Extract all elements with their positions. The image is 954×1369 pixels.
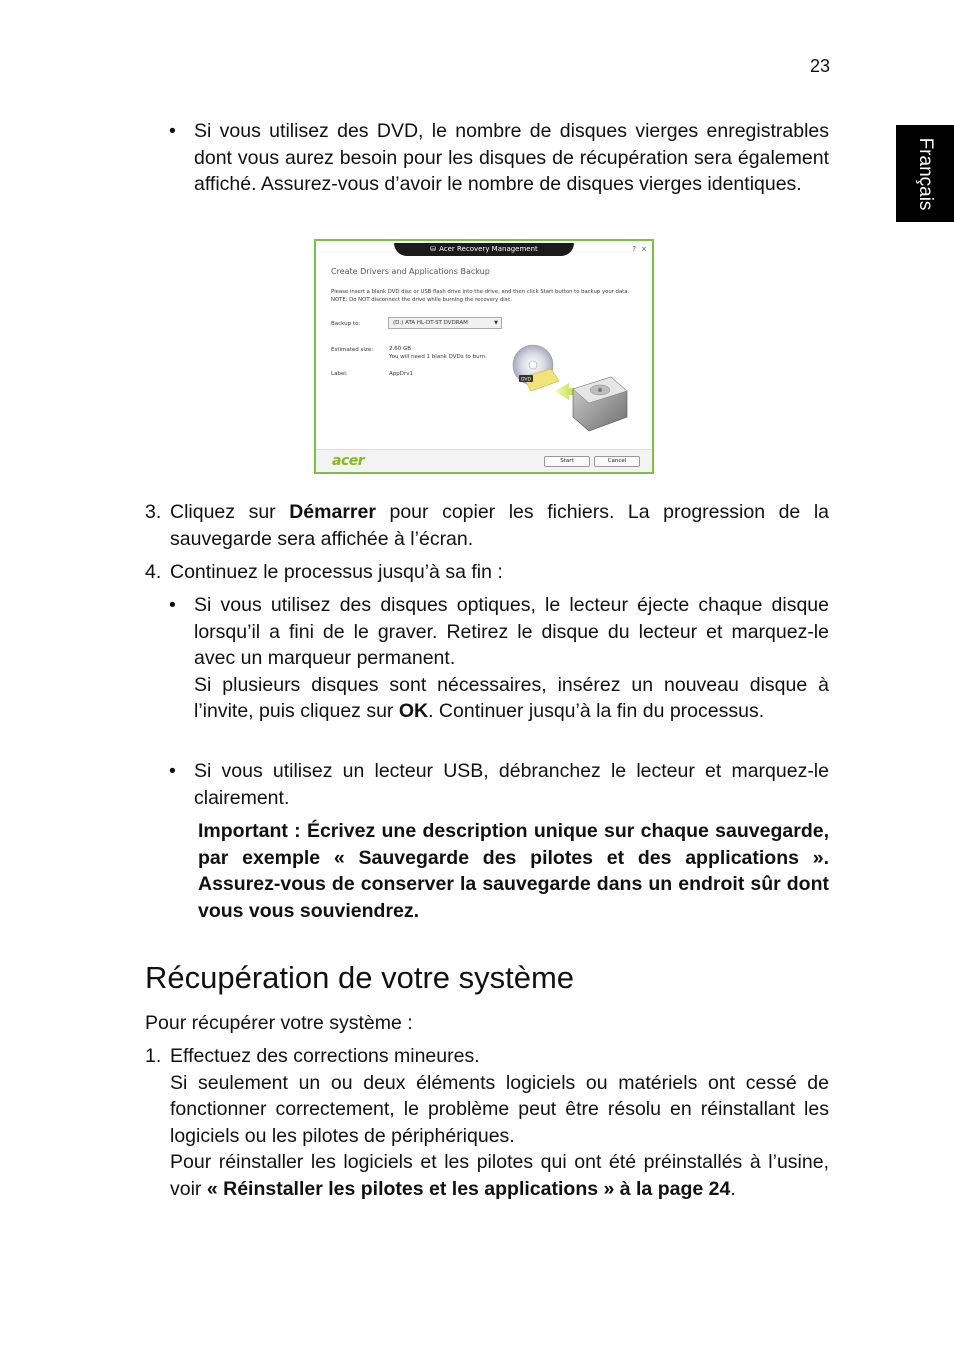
bullet-dvd	[169, 118, 829, 198]
bullet-optical-line2-before: Si plusieurs disques sont nécessaires, insérez un nouveau disque à l’invite, puis cliquez sur	[194, 673, 829, 722]
backup-select-value: (D:) ATA HL-DT-ST DVDRAM	[393, 320, 468, 326]
dialog-footer	[316, 449, 652, 472]
dvd-to-drive-illustration	[511, 341, 631, 437]
step-1-title: Effectuez des corrections mineures.	[170, 1045, 480, 1067]
step-3-after: pour copier les fichiers. La progression de la sauvegarde sera affichée à l’écran.	[170, 501, 829, 550]
step-number: 3.	[145, 501, 162, 523]
dialog-heading: Create Drivers and Applications Backup	[331, 267, 490, 276]
size-label: Estimated size:	[331, 347, 374, 353]
bullet-optical	[169, 592, 829, 725]
close-icon: ×	[641, 245, 647, 253]
step-1-para2-before: Pour réinstaller les logiciels et les pilotes qui ont été préinstallés à l’usine, voir	[170, 1151, 829, 1200]
label-label: Label:	[331, 371, 348, 377]
backup-label: Backup to:	[331, 321, 361, 327]
help-icon: ?	[632, 245, 636, 253]
dialog-title: Acer Recovery Management	[439, 245, 538, 253]
bullet-optical-line1: Si vous utilisez des disques optiques, le lecteur éjecte chaque disque lorsqu’il a fini de le graver. Retirez le disque du lecteur et marquez-le avec un marqueur permanent.	[194, 594, 829, 669]
bullet-usb-text: Si vous utilisez un lecteur USB, débranchez le lecteur et marquez-le clairement.	[194, 760, 829, 809]
step-4	[145, 559, 829, 586]
step-3-bold: Démarrer	[289, 501, 376, 523]
step-3	[145, 499, 829, 552]
intro: Pour récupérer votre système :	[145, 1012, 413, 1034]
section-title: Récupération de votre système	[145, 960, 575, 995]
dialog-instructions: Please insert a blank DVD disc or USB flash drive into the drive, and then click Start button to backup your data. NOTE: Do NOT disconnect the drive while burning the recovery disc.	[331, 289, 630, 303]
bullet-dot: •	[169, 760, 176, 782]
step-1	[145, 1043, 829, 1202]
language-tab-label: Français	[915, 137, 936, 210]
cancel-button: Cancel	[594, 456, 640, 467]
recovery-icon: ⛁	[430, 245, 437, 253]
step-number: 4.	[145, 561, 162, 583]
label-value: AppDrv1	[389, 371, 413, 377]
bullet-dot: •	[169, 120, 176, 142]
acer-logo: acer	[332, 453, 365, 469]
bullet-dvd-text: Si vous utilisez des DVD, le nombre de disques vierges enregistrables dont vous aurez besoin pour les disques de récupération sera également affiché. Assurez-vous d’avoir le nombre de disques vierges identiques.	[194, 120, 829, 195]
chevron-down-icon: ▼	[494, 320, 498, 326]
step-4-text: Continuez le processus jusqu’à sa fin :	[170, 561, 503, 583]
language-tab	[896, 125, 954, 222]
step-1-para2	[170, 1149, 829, 1202]
backup-select	[388, 317, 502, 329]
start-button: Start	[544, 456, 590, 467]
dialog-titlebar	[316, 241, 652, 261]
step-1-para1: Si seulement un ou deux éléments logiciels ou matériels ont cessé de fonctionner correctement, le problème peut être résolu en réinstallant les logiciels ou les pilotes de périphériques.	[170, 1071, 829, 1147]
bullet-dot: •	[169, 594, 176, 616]
important-note: Important : Écrivez une description unique sur chaque sauvegarde, par exemple « Sauvegarde des pilotes et des applications ». Assurez-vous de conserver la sauvegarde dans un endroit sûr dont vous vous souviendrez.	[198, 820, 829, 922]
bullet-optical-line2-after: . Continuer jusqu’à la fin du processus.	[428, 700, 765, 722]
bullet-usb	[169, 758, 829, 811]
size-value: 2.60 GB	[389, 346, 412, 352]
size-note: You will need 1 blank DVDs to burn.	[389, 354, 488, 360]
ok-bold: OK	[398, 700, 429, 722]
dialog-title-band	[394, 243, 574, 256]
step-3-before: Cliquez sur	[170, 501, 290, 523]
dvd-tag: DVD	[521, 377, 531, 383]
screenshot-recovery-dialog	[314, 239, 654, 474]
step-1-reference-link: « Réinstaller les pilotes et les applications » à la page 24	[206, 1177, 731, 1200]
step-1-para2-after: .	[730, 1177, 736, 1200]
page-number: 23	[809, 56, 830, 76]
bullet-optical-line2	[194, 672, 829, 725]
step-number: 1.	[145, 1045, 162, 1067]
